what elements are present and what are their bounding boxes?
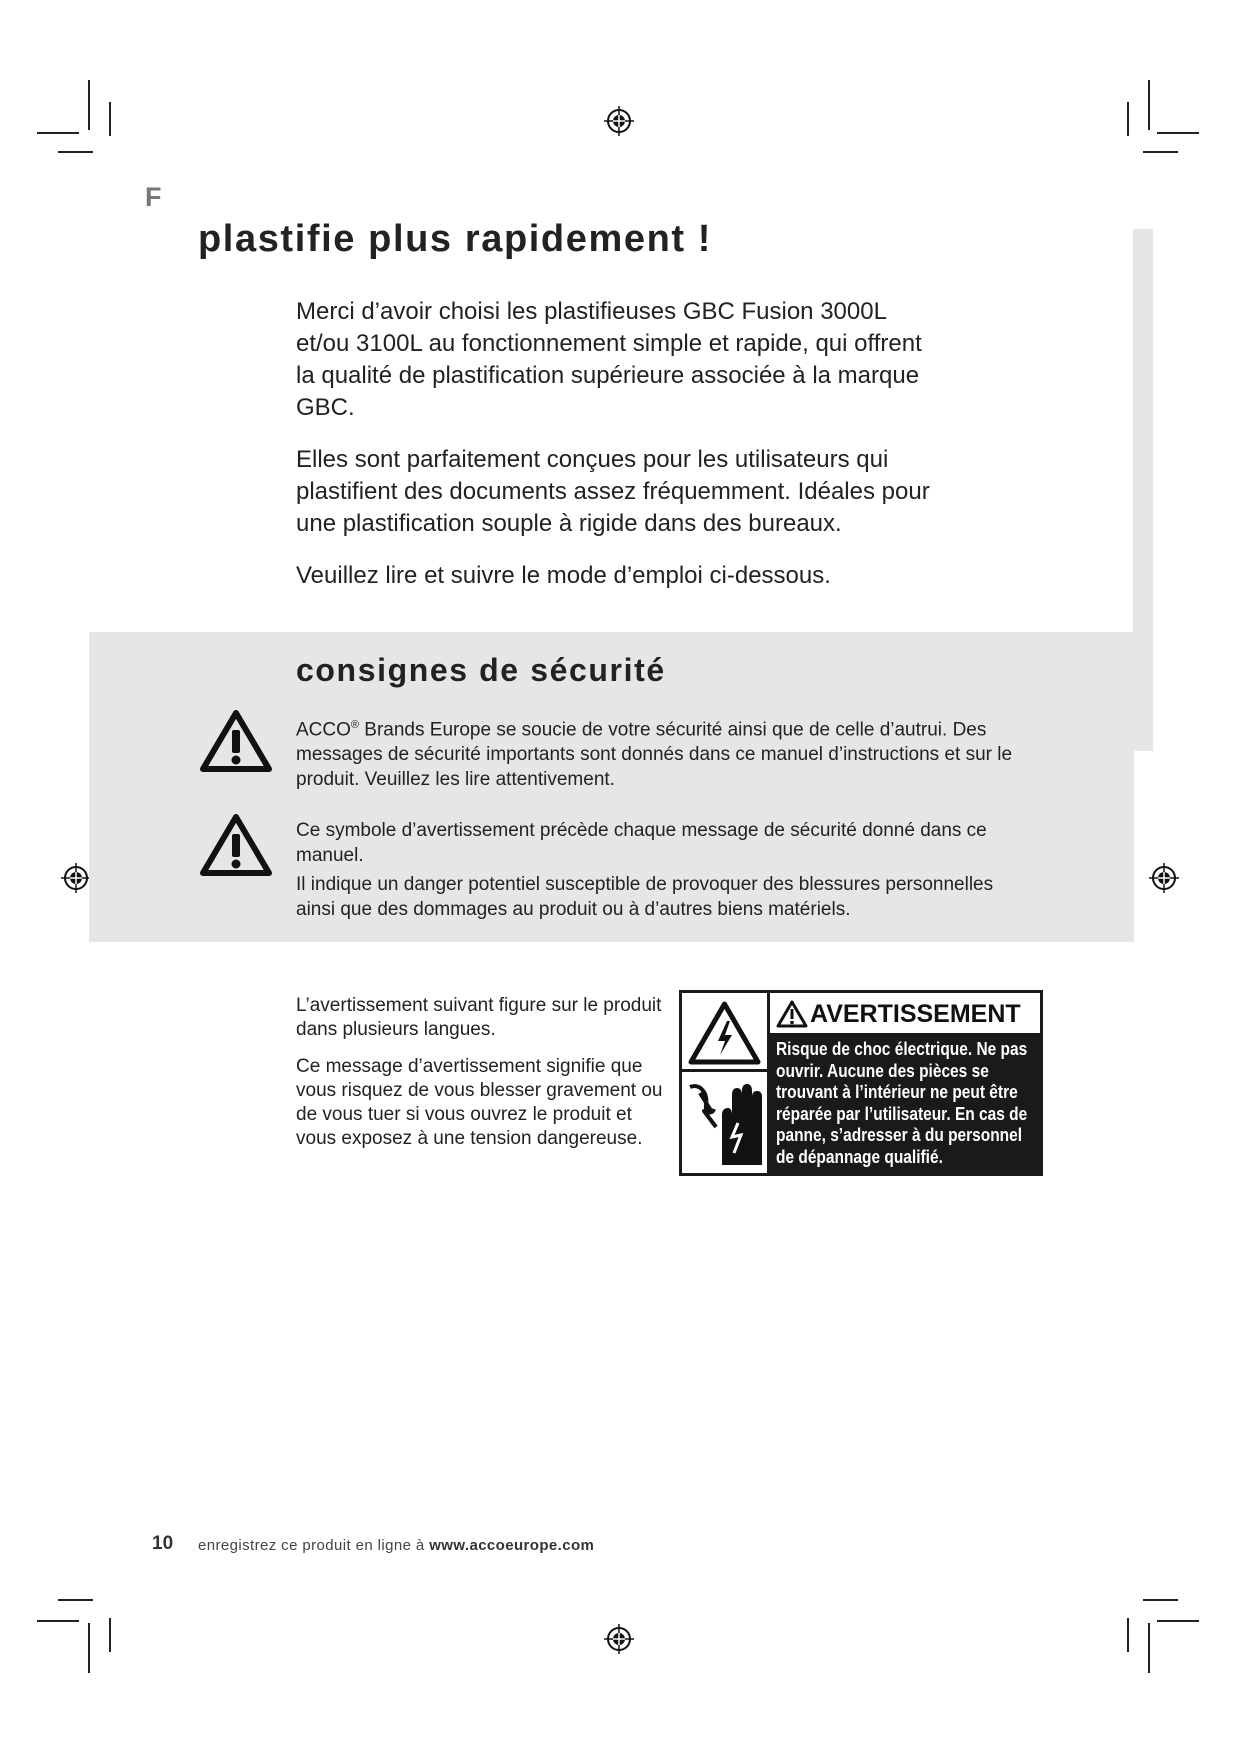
crop-mark-icon: [1127, 102, 1129, 136]
warning-explanation-paragraph: Ce message d’avertissement signifie que vous risquez de vous blesser gravement ou de vous tuer si vous ouvrez le produit et vous exposez à une tension dangereuse.: [296, 1056, 663, 1149]
crop-mark-icon: [1157, 1620, 1199, 1622]
safety-item-1: [296, 713, 1036, 792]
page-number: 10: [152, 1533, 174, 1554]
side-tab-bar: [1133, 229, 1153, 751]
label-heading-text: AVERTISSEMENT: [810, 1000, 1021, 1028]
page-title: plastifie plus rapidement !: [198, 218, 713, 260]
label-icon-divider: [682, 1069, 767, 1072]
crop-mark-icon: [88, 1623, 90, 1673]
warning-triangle-icon: [199, 708, 273, 774]
warning-explanation: [296, 994, 671, 1164]
intro-text: [296, 296, 936, 612]
intro-paragraph: Merci d’avoir choisi les plastifieuses GBC Fusion 3000L et/ou 3100L au fonctionnement simple et rapide, qui offrent la qualité de plastification supérieure associée à la marque GBC.: [296, 298, 922, 421]
crop-mark-icon: [1148, 80, 1150, 130]
safety-section-title: consignes de sécurité: [296, 652, 666, 688]
crop-mark-icon: [1143, 151, 1178, 153]
crop-mark-icon: [1127, 1618, 1129, 1652]
safety-item-2-line-2: Il indique un danger potentiel susceptible de provoquer des blessures personnelles ainsi que des dommages au produit ou à d’autres biens matériels.: [296, 874, 994, 920]
registered-mark: ®: [350, 719, 360, 731]
warning-explanation-paragraph: L’avertissement suivant figure sur le produit dans plusieurs langues.: [296, 995, 662, 1040]
brand-name: ACCO: [296, 719, 351, 741]
crop-mark-icon: [109, 1618, 111, 1652]
footer-text: [198, 1537, 594, 1554]
crop-mark-icon: [109, 102, 111, 136]
crop-mark-icon: [88, 80, 90, 130]
label-body-text: Risque de choc électrique. Ne pas ouvrir. Aucune des pièces se trouvant à l’intérieur ne peut être réparée par l’utilisateur. En cas de panne, s’adresser à du personnel de dépannage qualifié.: [776, 1039, 1028, 1167]
warning-label: [679, 990, 1043, 1176]
intro-paragraph: Veuillez lire et suivre le mode d’emploi ci-dessous.: [296, 562, 831, 589]
electric-shock-icon: [686, 1075, 764, 1170]
registration-mark-icon: [1148, 862, 1180, 894]
crop-mark-icon: [58, 151, 93, 153]
registration-mark-icon: [603, 1623, 635, 1655]
electric-warning-triangle-icon: [687, 999, 762, 1067]
crop-mark-icon: [1143, 1599, 1178, 1601]
footer-label: enregistrez ce produit en ligne à: [198, 1537, 430, 1554]
crop-mark-icon: [58, 1599, 93, 1601]
crop-mark-icon: [37, 1620, 79, 1622]
label-icon-column: [682, 993, 767, 1173]
warning-triangle-icon: [199, 812, 273, 878]
crop-mark-icon: [1157, 132, 1199, 134]
safety-item-2-line-1: Ce symbole d’avertissement précède chaque message de sécurité donné dans ce manuel.: [296, 820, 987, 866]
crop-mark-icon: [37, 132, 79, 134]
footer-url: www.accoeurope.com: [429, 1537, 595, 1554]
crop-mark-icon: [1148, 1623, 1150, 1673]
label-body: [770, 1033, 1040, 1173]
intro-paragraph: Elles sont parfaitement conçues pour les utilisateurs qui plastifient des documents assez fréquemment. Idéales pour une plastification souple à rigide dans des bureaux.: [296, 446, 930, 537]
registration-mark-icon: [60, 862, 92, 894]
registration-mark-icon: [603, 105, 635, 137]
warning-triangle-icon: [775, 999, 809, 1029]
safety-item-1-text: Brands Europe se soucie de votre sécurité ainsi que de celle d’autrui. Des messages de sécurité importants sont donnés dans ce manuel d’instructions et sur le produit. Veuillez les lire attentivement.: [296, 719, 1013, 791]
label-heading: [770, 993, 1040, 1033]
language-marker: F: [145, 182, 162, 212]
